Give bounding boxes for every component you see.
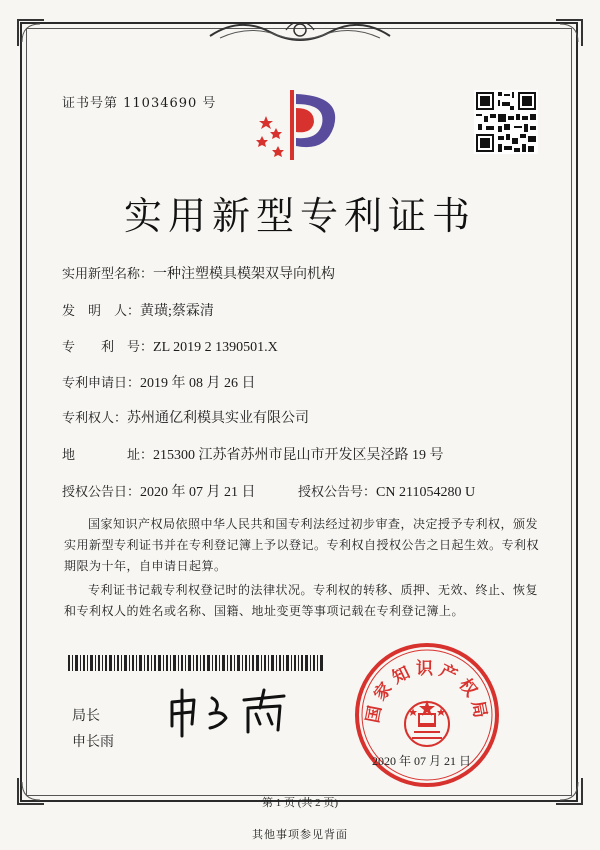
field-value: 苏州通亿利模具实业有限公司 <box>127 411 310 426</box>
field-label: 专 利 号： <box>62 340 154 355</box>
field-patent-number <box>62 336 278 356</box>
field-label: 专利申请日： <box>62 376 141 391</box>
qr-code-icon <box>474 90 538 154</box>
field-value: CN 211054280 U <box>376 485 476 500</box>
director-name: 申长雨 <box>72 734 114 750</box>
field-value: 215300 江苏省苏州市昆山市开发区吴泾路 19 号 <box>153 448 444 463</box>
field-value: ZL 2019 2 1390501.X <box>153 340 278 355</box>
paragraph-legal-status: 专利证书记载专利权登记时的法律状况。专利权的转移、质押、无效、终止、恢复和专利权人的姓名或名称、国籍、地址变更等事项记载在专利登记簿上。 <box>64 583 539 618</box>
barcode-icon <box>68 655 323 671</box>
field-label: 地 址： <box>62 448 154 463</box>
field-label: 授权公告日： <box>62 485 141 500</box>
field-filing-date <box>62 372 256 392</box>
signature-image <box>160 680 310 740</box>
seal-date: 2020 年 07 月 21 日 <box>372 754 472 768</box>
field-value: 一种注塑模具模架双导向机构 <box>153 267 336 282</box>
field-label: 专利权人： <box>62 411 128 426</box>
footer-note: 其他事项参见背面 <box>252 828 348 841</box>
certificate-number: 证书号第 11034690 号 <box>62 96 217 111</box>
field-value: 2019 年 08 月 26 日 <box>140 376 256 391</box>
field-address <box>62 444 444 464</box>
field-value: 黄璜;蔡霖清 <box>140 304 214 319</box>
patent-logo-icon <box>252 86 348 164</box>
paragraph-grant-notice: 国家知识产权局依照中华人民共和国专利法经过初步审查，决定授予专利权，颁发实用新型专利证书并在专利登记簿上予以登记。专利权自授权公告之日起生效。专利权期限为十年，自申请日起算。 <box>64 517 540 573</box>
field-grant-number <box>298 481 475 501</box>
top-ornament-icon <box>200 14 400 50</box>
field-label: 实用新型名称： <box>62 267 154 282</box>
field-patentee <box>62 407 309 427</box>
page-number: 第 1 页 (共 2 页) <box>261 797 339 809</box>
certificate-title: 实用新型专利证书 <box>123 194 476 238</box>
field-label: 发 明 人： <box>62 304 141 319</box>
field-grant-date <box>62 481 256 501</box>
seal-text: 国家知识产权局 <box>363 659 491 725</box>
director-title: 局长 <box>72 708 100 724</box>
field-utility-model-name <box>62 263 335 283</box>
field-value: 2020 年 07 月 21 日 <box>140 485 256 500</box>
field-inventor <box>62 300 214 320</box>
corner-ornament-icon <box>16 18 46 48</box>
field-label: 授权公告号： <box>298 485 377 500</box>
corner-ornament-icon <box>554 18 584 48</box>
